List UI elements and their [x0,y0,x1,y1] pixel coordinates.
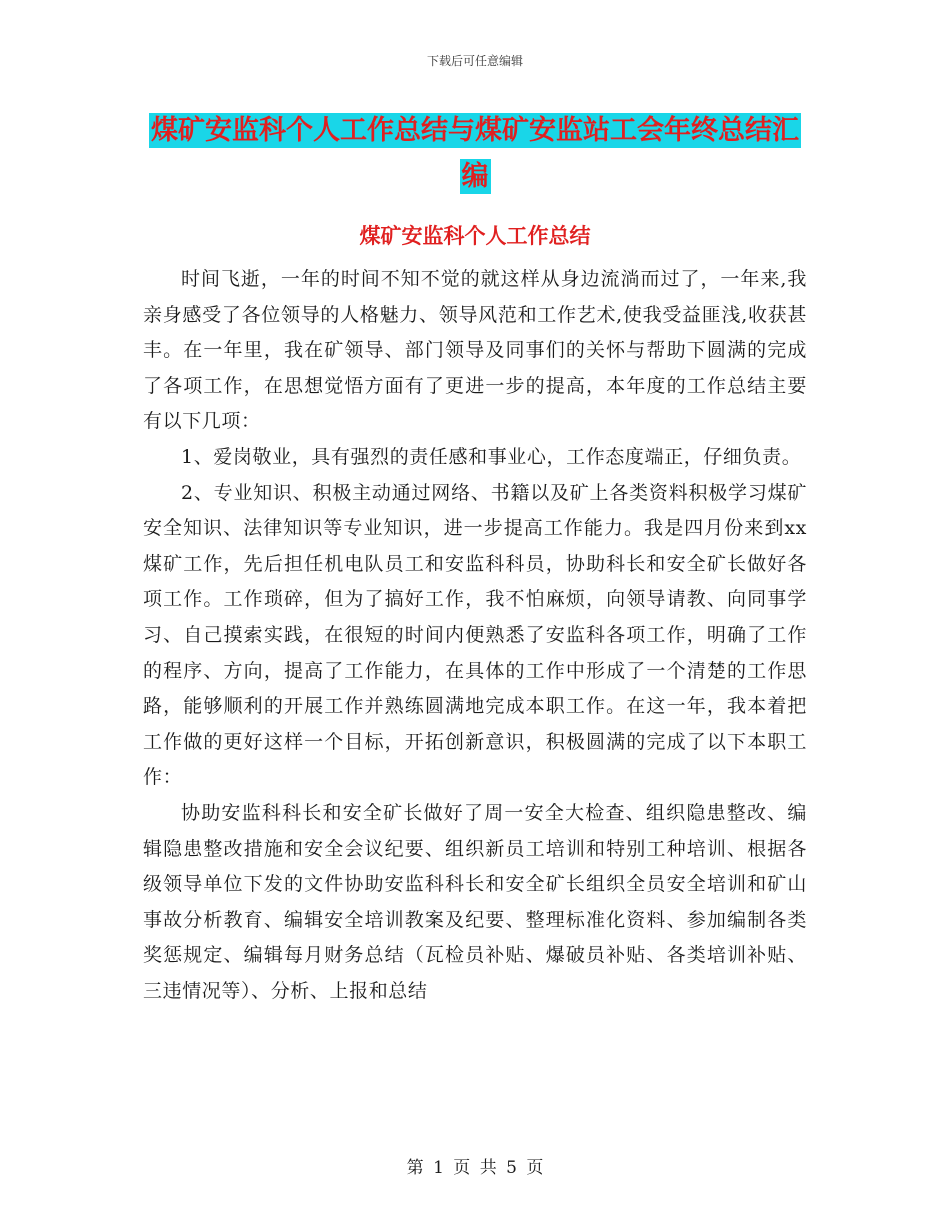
paragraph-intro: 时间飞逝，一年的时间不知不觉的就这样从身边流淌而过了，一年来,我亲身感受了各位领导的人格魅力、领导风范和工作艺术,使我受益匪浅,收获甚丰。在一年里，我在矿领导、部门领导及同事们的关怀与帮助下圆满的完成了各项工作，在思想觉悟方面有了更进一步的提高，本年度的工作总结主要有以下几项： [143,268,807,433]
paragraph-item-2: 2、专业知识、积极主动通过网络、书籍以及矿上各类资料积极学习煤矿安全知识、法律知识等专业知识，进一步提高工作能力。我是四月份来到xx煤矿工作，先后担任机电队员工和安监科科员，协助科长和安全矿长做好各项工作。工作琐碎，但为了搞好工作，我不怕麻烦，向领导请教、向同事学习、自己摸索实践，在很短的时间内便熟悉了安监科各项工作，明确了工作的程序、方向，提高了工作能力，在具体的工作中形成了一个清楚的工作思路，能够顺利的开展工作并熟练圆满地完成本职工作。在这一年，我本着把工作做的更好这样一个目标，开拓创新意识，积极圆满的完成了以下本职工作： [143,481,807,789]
document-title [140,108,810,200]
document-title-text: 煤矿安监科个人工作总结与煤矿安监站工会年终总结汇编 [151,115,799,192]
header-note: 下载后可任意编辑 [426,54,523,68]
document-body [143,262,807,1009]
paragraph-item-1: 1、爱岗敬业，具有强烈的责任感和事业心，工作态度端正，仔细负责。 [181,445,802,468]
section-title: 煤矿安监科个人工作总结 [359,224,591,248]
page-footer: 第 1 页 共 5 页 [406,1158,544,1178]
paragraph-duties: 协助安监科科长和安全矿长做好了周一安全大检查、组织隐患整改、编辑隐患整改措施和安全会议纪要、组织新员工培训和特别工种培训、根据各级领导单位下发的文件协助安监科科长和安全矿长组织全员安全培训和矿山事故分析教育、编辑安全培训教案及纪要、整理标准化资料、参加编制各类奖惩规定、编辑每月财务总结（瓦检员补贴、爆破员补贴、各类培训补贴、三违情况等）、分析、上报和总结 [143,801,807,1002]
